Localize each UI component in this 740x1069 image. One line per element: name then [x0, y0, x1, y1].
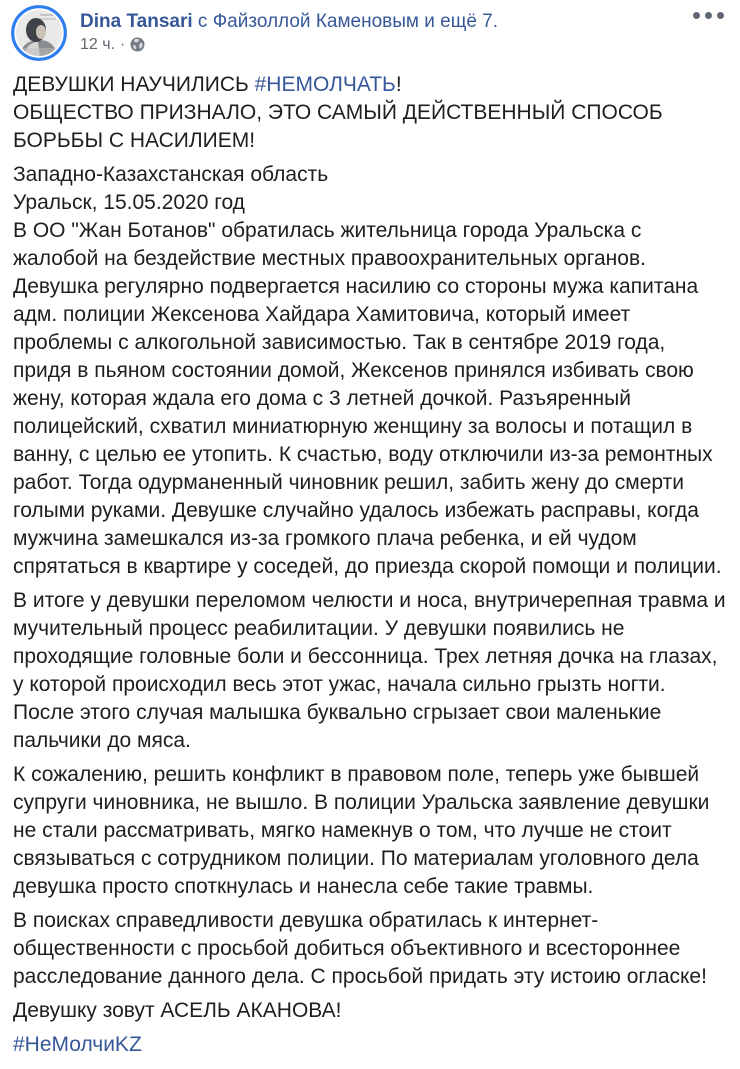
ellipsis-icon — [693, 12, 700, 19]
post-options-button[interactable] — [691, 8, 726, 23]
post-text: ОБЩЕСТВО ПРИЗНАЛО, ЭТО САМЫЙ ДЕЙСТВЕННЫЙ СПОСОБ БОРЬБЫ С НАСИЛИЕМ! — [13, 101, 663, 152]
post-text: Девушку зовут АСЕЛЬ АКАНОВА! — [13, 999, 342, 1022]
tagged-friends-link[interactable]: с Файзоллой Каменовым и ещё 7. — [197, 11, 499, 32]
avatar-image — [10, 4, 68, 62]
post-paragraph — [13, 761, 727, 901]
post-header — [0, 0, 740, 62]
post-paragraph — [13, 161, 727, 581]
post-paragraph — [13, 997, 727, 1025]
post-paragraph — [13, 1031, 727, 1059]
meta-line — [80, 35, 726, 54]
post-text: В поисках справедливости девушка обратилась к интернет-общественности с просьбой добиться объективного и всестороннее расследование данного дела. С просьбой придать эту истоию огласке! — [13, 909, 707, 988]
avatar[interactable] — [10, 4, 68, 62]
post-paragraph — [13, 71, 727, 155]
post-text: Уральск, 15.05.2020 год — [13, 191, 245, 214]
post-text: В итоге у девушки переломом челюсти и носа, внутричерепная травма и мучительный процесс реабилитации. У девушки появились не проходящие головные боли и бессонница. Трех летняя дочка на глазах, у которой происходил весь этот ужас, начала сильно грызть ногти. После этого случая малышка буквально сгрызает свои маленькие пальчики до мяса. — [13, 589, 726, 752]
hashtag-link[interactable]: #НеМолчиKZ — [13, 1033, 142, 1056]
post-text: К сожалению, решить конфликт в правовом поле, теперь уже бывшей супруги чиновника, не вышло. В полиции Уральска заявление девушки не стали рассматривать, мягко намекнув о том, что лучше не стоит связываться с сотрудником полиции. По материалам уголовного дела девушка просто споткнулась и нанесла себе такие травмы. — [13, 763, 710, 898]
globe-privacy-icon — [130, 37, 145, 52]
post-text: ДЕВУШКИ НАУЧИЛИСЬ — [13, 73, 255, 96]
post-text: ! — [395, 73, 402, 96]
post-content — [0, 62, 740, 1067]
header-text — [80, 4, 726, 54]
timestamp-link[interactable]: 12 ч. — [80, 36, 116, 53]
post-paragraph — [13, 907, 727, 991]
ellipsis-icon — [705, 12, 712, 19]
author-line — [80, 10, 726, 33]
hashtag-link[interactable]: #НЕМОЛЧАТЬ — [254, 73, 396, 96]
post-text: Западно-Казахстанская область — [13, 163, 329, 186]
author-name-link[interactable]: Dina Tansari — [80, 11, 193, 32]
post-text: В ОО "Жан Ботанов" обратилась жительница города Уральска с жалобой на бездействие местных правоохранительных органов. Девушка регулярно подвергается насилию со стороны мужа капитана адм. полиции Жексенова Хайдара Хамитовича, который имеет проблемы с алкогольной зависимостью. Так в сентябре 2019 года, придя в пьяном состоянии домой, Жексенов принялся избивать свою жену, которая ждала его дома с 3 летней дочкой. Разъяренный полицейский, схватил миниатюрную женщину за волосы и потащил в ванну, с целью ее утопить. К счастью, воду отключили из-за ремонтных работ. Тогда одурманенный чиновник решил, забить жену до смерти голыми руками. Девушке случайно удалось избежать расправы, когда мужчина замешкался из-за громкого плача ребенка, и ей чудом спрятаться в квартире у соседей, до приезда скорой помощи и полиции. — [13, 219, 722, 578]
post-paragraph — [13, 587, 727, 755]
ellipsis-icon — [717, 12, 724, 19]
dot-separator: · — [120, 36, 126, 53]
